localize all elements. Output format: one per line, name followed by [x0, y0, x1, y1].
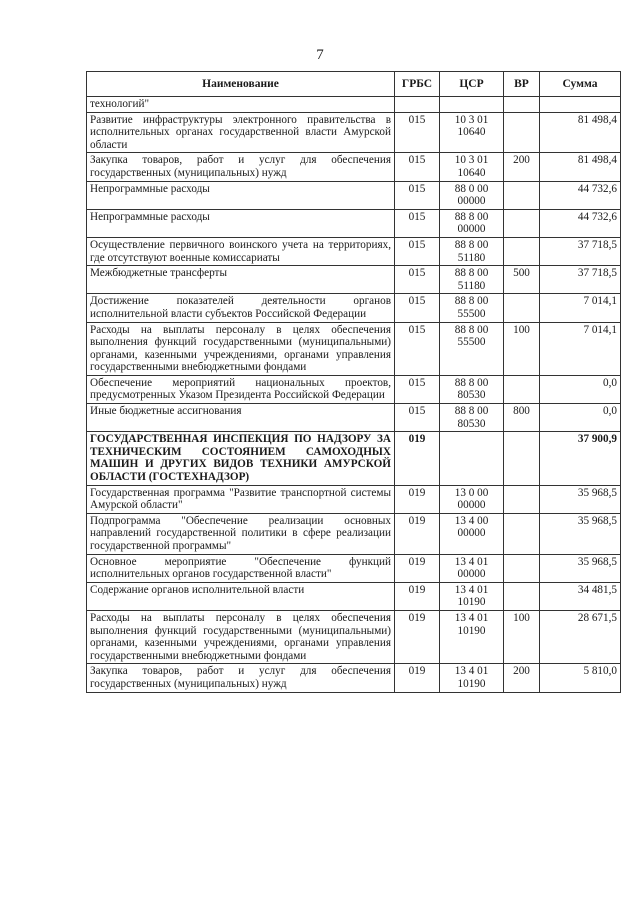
table-row — [87, 209, 621, 237]
cell-sum: 35 968,5 — [540, 513, 621, 554]
cell-grbs: 019 — [395, 610, 440, 663]
cell-csr: 13 4 01 00000 — [440, 554, 504, 582]
cell-grbs: 015 — [395, 294, 440, 322]
cell-vr: 500 — [504, 266, 540, 294]
table-row — [87, 322, 621, 375]
cell-sum: 44 732,6 — [540, 209, 621, 237]
cell-name: Межбюджетные трансферты — [87, 266, 395, 294]
cell-grbs: 015 — [395, 209, 440, 237]
cell-csr: 88 8 00 00000 — [440, 209, 504, 237]
cell-name: Обеспечение мероприятий национальных проектов, предусмотренных Указом Президента Российской Федерации — [87, 375, 395, 403]
cell-sum: 37 900,9 — [540, 432, 621, 485]
cell-sum: 5 810,0 — [540, 664, 621, 692]
cell-csr: 88 8 00 55500 — [440, 294, 504, 322]
cell-name: Государственная программа "Развитие транспортной системы Амурской области" — [87, 485, 395, 513]
cell-csr — [440, 432, 504, 485]
cell-vr — [504, 237, 540, 265]
cell-name: Иные бюджетные ассигнования — [87, 404, 395, 432]
table-row — [87, 432, 621, 485]
cell-name: Непрограммные расходы — [87, 209, 395, 237]
cell-name: Основное мероприятие "Обеспечение функций исполнительных органов государственной власти" — [87, 554, 395, 582]
table-row — [87, 375, 621, 403]
cell-sum: 0,0 — [540, 375, 621, 403]
table-row — [87, 294, 621, 322]
table-row — [87, 513, 621, 554]
cell-sum: 0,0 — [540, 404, 621, 432]
cell-vr — [504, 209, 540, 237]
table-body — [87, 97, 621, 693]
cell-sum: 35 968,5 — [540, 554, 621, 582]
cell-grbs: 019 — [395, 432, 440, 485]
table-row — [87, 404, 621, 432]
table-header-row — [87, 72, 621, 97]
cell-grbs — [395, 97, 440, 113]
cell-csr: 13 4 01 10190 — [440, 664, 504, 692]
cell-csr: 13 4 00 00000 — [440, 513, 504, 554]
cell-vr — [504, 294, 540, 322]
cell-name: Расходы на выплаты персоналу в целях обеспечения выполнения функций государственными (муниципальными) органами, казенными учреждениями, органами управления государственными внебюджетными фондами — [87, 322, 395, 375]
cell-name: Содержание органов исполнительной власти — [87, 582, 395, 610]
cell-sum: 7 014,1 — [540, 294, 621, 322]
cell-vr — [504, 181, 540, 209]
cell-csr: 13 4 01 10190 — [440, 610, 504, 663]
cell-vr — [504, 485, 540, 513]
cell-sum: 81 498,4 — [540, 153, 621, 181]
cell-grbs: 019 — [395, 485, 440, 513]
cell-grbs: 015 — [395, 322, 440, 375]
table-row — [87, 554, 621, 582]
header-sum: Сумма — [540, 72, 621, 97]
cell-vr — [504, 513, 540, 554]
cell-sum — [540, 97, 621, 113]
header-csr: ЦСР — [440, 72, 504, 97]
cell-vr: 100 — [504, 322, 540, 375]
cell-grbs: 015 — [395, 375, 440, 403]
cell-vr: 200 — [504, 664, 540, 692]
cell-csr: 88 0 00 00000 — [440, 181, 504, 209]
cell-csr: 88 8 00 80530 — [440, 375, 504, 403]
table-row — [87, 582, 621, 610]
cell-sum: 37 718,5 — [540, 237, 621, 265]
page-number: 7 — [316, 47, 324, 63]
table-row — [87, 664, 621, 692]
cell-csr: 88 8 00 55500 — [440, 322, 504, 375]
cell-csr: 88 8 00 80530 — [440, 404, 504, 432]
cell-grbs: 015 — [395, 181, 440, 209]
cell-grbs: 015 — [395, 112, 440, 153]
cell-csr: 13 4 01 10190 — [440, 582, 504, 610]
cell-grbs: 015 — [395, 266, 440, 294]
cell-vr: 100 — [504, 610, 540, 663]
cell-vr — [504, 112, 540, 153]
cell-csr: 10 3 01 10640 — [440, 112, 504, 153]
cell-grbs: 015 — [395, 404, 440, 432]
cell-grbs: 015 — [395, 153, 440, 181]
table-row — [87, 181, 621, 209]
cell-vr: 800 — [504, 404, 540, 432]
cell-name: Закупка товаров, работ и услуг для обеспечения государственных (муниципальных) нужд — [87, 664, 395, 692]
cell-grbs: 019 — [395, 664, 440, 692]
cell-name: Непрограммные расходы — [87, 181, 395, 209]
table-row — [87, 485, 621, 513]
table-row — [87, 153, 621, 181]
cell-sum: 37 718,5 — [540, 266, 621, 294]
cell-name: Закупка товаров, работ и услуг для обеспечения государственных (муниципальных) нужд — [87, 153, 395, 181]
cell-vr — [504, 432, 540, 485]
table-row — [87, 112, 621, 153]
cell-csr: 88 8 00 51180 — [440, 237, 504, 265]
cell-sum: 7 014,1 — [540, 322, 621, 375]
cell-grbs: 019 — [395, 513, 440, 554]
cell-name: технологий" — [87, 97, 395, 113]
cell-grbs: 019 — [395, 554, 440, 582]
header-name: Наименование — [87, 72, 395, 97]
table-row — [87, 610, 621, 663]
table-row — [87, 237, 621, 265]
cell-grbs: 015 — [395, 237, 440, 265]
cell-grbs: 019 — [395, 582, 440, 610]
cell-csr: 13 0 00 00000 — [440, 485, 504, 513]
cell-csr — [440, 97, 504, 113]
cell-vr — [504, 375, 540, 403]
cell-vr — [504, 97, 540, 113]
cell-sum: 44 732,6 — [540, 181, 621, 209]
cell-csr: 10 3 01 10640 — [440, 153, 504, 181]
cell-sum: 81 498,4 — [540, 112, 621, 153]
cell-vr — [504, 554, 540, 582]
cell-name: Развитие инфраструктуры электронного правительства в исполнительных органах государственной власти Амурской области — [87, 112, 395, 153]
table-row — [87, 97, 621, 113]
cell-sum: 35 968,5 — [540, 485, 621, 513]
cell-vr: 200 — [504, 153, 540, 181]
cell-sum: 34 481,5 — [540, 582, 621, 610]
cell-name: Подпрограмма "Обеспечение реализации основных направлений государственной политики в сфере реализации государственной программы" — [87, 513, 395, 554]
header-vr: ВР — [504, 72, 540, 97]
cell-sum: 28 671,5 — [540, 610, 621, 663]
budget-table — [86, 71, 621, 693]
cell-name: Расходы на выплаты персоналу в целях обеспечения выполнения функций государственными (муниципальными) органами, казенными учреждениями, органами управления государственными внебюджетными фондами — [87, 610, 395, 663]
header-grbs: ГРБС — [395, 72, 440, 97]
cell-name: ГОСУДАРСТВЕННАЯ ИНСПЕКЦИЯ ПО НАДЗОРУ ЗА ТЕХНИЧЕСКИМ СОСТОЯНИЕМ САМОХОДНЫХ МАШИН И ДРУГИХ ВИДОВ ТЕХНИКИ АМУРСКОЙ ОБЛАСТИ (ГОСТЕХНАДЗОР) — [87, 432, 395, 485]
cell-vr — [504, 582, 540, 610]
cell-csr: 88 8 00 51180 — [440, 266, 504, 294]
cell-name: Осуществление первичного воинского учета на территориях, где отсутствуют военные комиссариаты — [87, 237, 395, 265]
table-row — [87, 266, 621, 294]
cell-name: Достижение показателей деятельности органов исполнительной власти субъектов Российской Федерации — [87, 294, 395, 322]
